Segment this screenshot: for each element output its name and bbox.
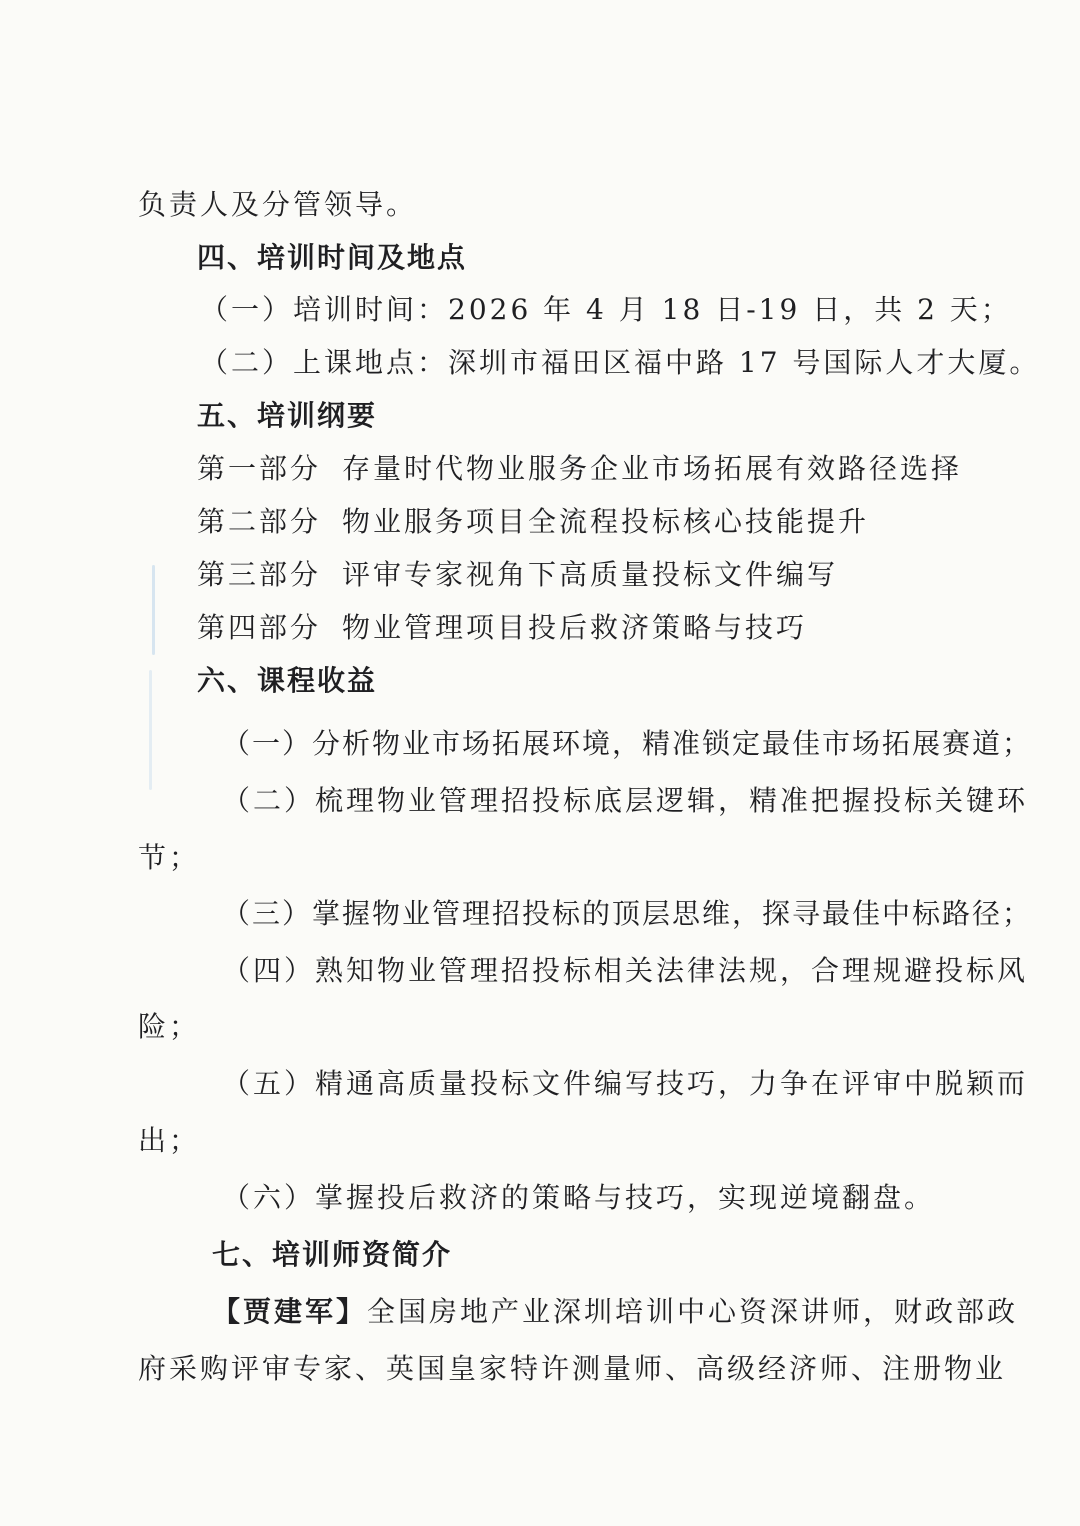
outline-part-1 xyxy=(197,449,962,489)
trainer-name: 【贾建军】 xyxy=(212,1295,368,1328)
continuation-text: 负责人及分管领导。 xyxy=(138,188,418,221)
benefit-item-3: （三）掌握物业管理招投标的顶层思维，探寻最佳中标路径； xyxy=(222,897,1033,930)
training-location: （二）上课地点：深圳市福田区福中路 17 号国际人才大厦。 xyxy=(200,346,1041,379)
section-5-heading: 五、培训纲要 xyxy=(197,399,378,432)
benefit-item-4-cont: 险； xyxy=(138,1010,201,1043)
outline-part-3 xyxy=(197,555,838,595)
section-6-heading: 六、课程收益 xyxy=(197,664,378,697)
section-7-heading: 七、培训师资简介 xyxy=(212,1238,453,1271)
trainer-bio-line-2: 府采购评审专家、英国皇家特许测量师、高级经济师、注册物业 xyxy=(138,1352,1007,1385)
outline-part-title: 物业管理项目投后救济策略与技巧 xyxy=(342,611,808,644)
outline-part-label: 第三部分 xyxy=(197,558,322,591)
benefit-item-6: （六）掌握投后救济的策略与技巧，实现逆境翻盘。 xyxy=(222,1181,936,1214)
benefit-item-4: （四）熟知物业管理招投标相关法律法规，合理规避投标风 xyxy=(222,954,1029,987)
outline-part-title: 物业服务项目全流程投标核心技能提升 xyxy=(342,505,870,538)
benefit-item-2: （二）梳理物业管理招投标底层逻辑，精准把握投标关键环 xyxy=(222,784,1029,817)
outline-part-title: 存量时代物业服务企业市场拓展有效路径选择 xyxy=(342,452,963,485)
benefit-item-1: （一）分析物业市场拓展环境，精准锁定最佳市场拓展赛道； xyxy=(222,727,1033,760)
outline-part-title: 评审专家视角下高质量投标文件编写 xyxy=(342,558,839,591)
training-time: （一）培训时间：2026 年 4 月 18 日-19 日，共 2 天； xyxy=(200,293,1012,326)
scan-mark xyxy=(149,670,152,790)
outline-part-label: 第一部分 xyxy=(197,452,322,485)
benefit-item-2-cont: 节； xyxy=(138,841,201,874)
scan-mark xyxy=(152,565,155,655)
outline-part-2 xyxy=(197,502,869,542)
section-4-heading: 四、培训时间及地点 xyxy=(197,241,468,274)
trainer-bio-line-1 xyxy=(212,1292,1019,1332)
outline-part-label: 第四部分 xyxy=(197,611,322,644)
benefit-item-5-cont: 出； xyxy=(138,1124,201,1157)
outline-part-label: 第二部分 xyxy=(197,505,322,538)
trainer-bio-text: 全国房地产业深圳培训中心资深讲师，财政部政 xyxy=(367,1295,1019,1328)
benefit-item-5: （五）精通高质量投标文件编写技巧，力争在评审中脱颖而 xyxy=(222,1067,1029,1100)
outline-part-4 xyxy=(197,608,807,648)
